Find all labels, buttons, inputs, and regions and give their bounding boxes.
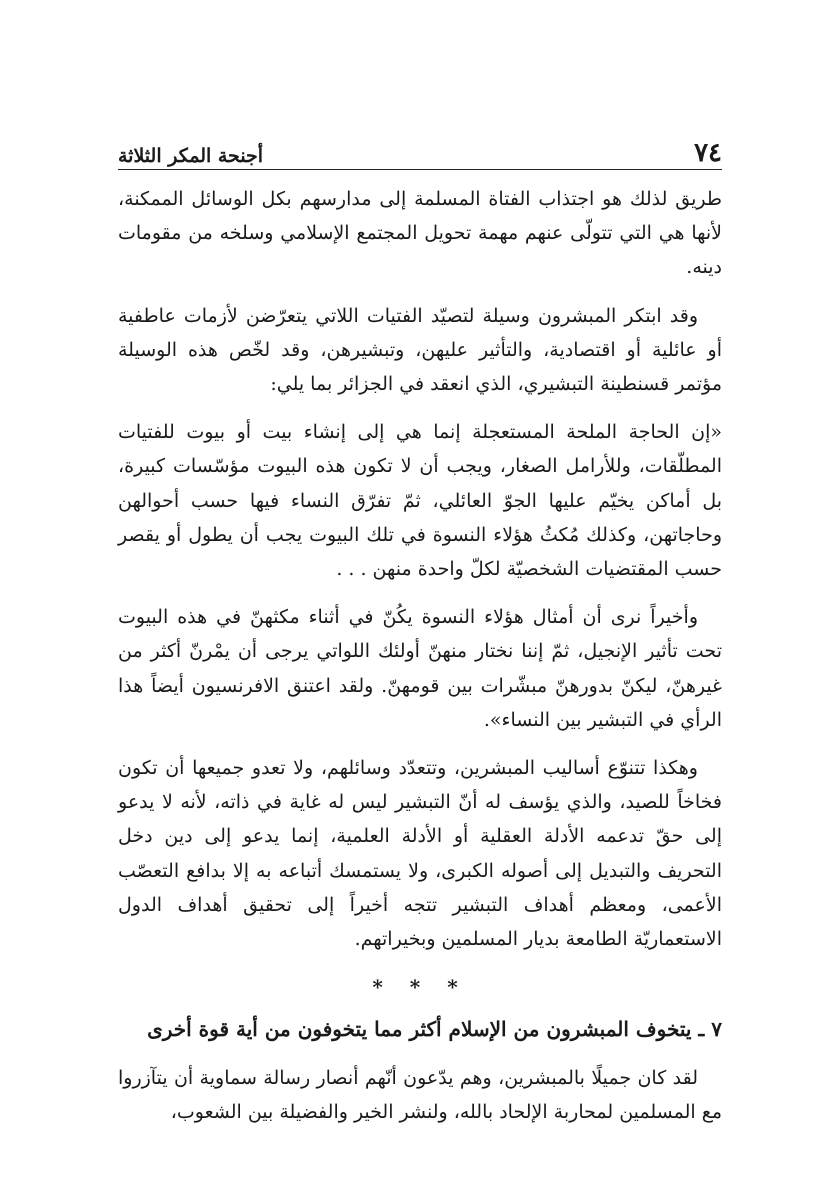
paragraph-methods-summary: وهكذا تتنوّع أساليب المبشرين، وتتعدّد وسائلهم، ولا تعدو جميعها أن تكون فخاخاً للصيد، والذي يؤسف له أنّ التبشير ليس له غاية في ذاته، لأنه لا يدعو إلى حقّ تدعمه الأدلة العقلية أو الأدلة العلمية، إنما يدعو إلى دين دخل التحريف والتبديل إلى أصوله الكبرى، ولا يستمسك أتباعه به إلا بدافع التعصّب الأعمى، ومعظم أهداف التبشير تتجه أخيراً إلى تحقيق أهداف الدول الاستعماريّة الطامعة بديار المسلمين وبخيراتهم. <box>118 757 722 951</box>
paragraph-missionary-method: وقد ابتكر المبشرون وسيلة لتصيّد الفتيات اللاتي يتعرّضن لأزمات عاطفية أو عائلية أو اقتصادية، والتأثير عليهن، وتبشيرهن، وقد لخّص هذه الوسيلة مؤتمر قسنطينة التبشيري، الذي انعقد في الجزائر بما يلي: <box>118 304 722 396</box>
section-heading: ٧ ـ يتخوف المبشرون من الإسلام أكثر مما يتخوفون من أية قوة أخرى <box>147 1017 722 1042</box>
paragraph-continuation: طريق لذلك هو اجتذاب الفتاة المسلمة إلى مدارسهم بكل الوسائل الممكنة، لأنها هي التي تتولّى عنهم مهمة تحويل المجتمع الإسلامي وسلخه من مقومات دينه. <box>118 188 722 279</box>
quote-constantine-conference: «إن الحاجة الملحة المستعجلة إنما هي إلى إنشاء بيت أو بيوت للفتيات المطلّقات، وللأرامل الصغار، ويجب أن لا تكون هذه البيوت مؤسّسات كبيرة، بل أماكن يخيّم عليها الجوّ العائلي، ثمّ تفرّق النساء فيها حسب أحوالهن وحاجاتهن، وكذلك مُكثُ هؤلاء النسوة في تلك البيوت يجب أن يطول أو يقصر حسب المقتضيات الشخصيّة لكلّ واحدة منهن . . . <box>118 421 722 581</box>
quote-continuation: وأخيراً نرى أن أمثال هؤلاء النسوة يكُنّ في أثناء مكثهنّ في هذه البيوت تحت تأثير الإنجيل، ثمّ إننا نختار منهنّ أولئك اللواتي يرجى أن يمْرنّ أكثر من غيرهنّ، ليكنّ بدورهنّ مبشّرات بين قومهنّ. ولقد اعتنق الافرنسيون أيضاً هذا الرأي في التبشير بين النساء». <box>118 606 722 731</box>
page-header <box>118 130 722 166</box>
paragraph-section-opening: لقد كان جميلًا بالمبشرين، وهم يدّعون أنّهم أنصار رسالة سماوية أن يتآزروا مع المسلمين لمحاربة الإلحاد بالله، ولنشر الخير والفضيلة بين الشعوب، <box>118 1066 722 1123</box>
page-body <box>118 182 722 1143</box>
running-title: أجنحة المكر الثلاثة <box>118 145 264 167</box>
section-separator: * * * <box>372 975 468 1000</box>
page-number: ٧٤ <box>694 138 722 168</box>
header-divider <box>118 169 722 170</box>
